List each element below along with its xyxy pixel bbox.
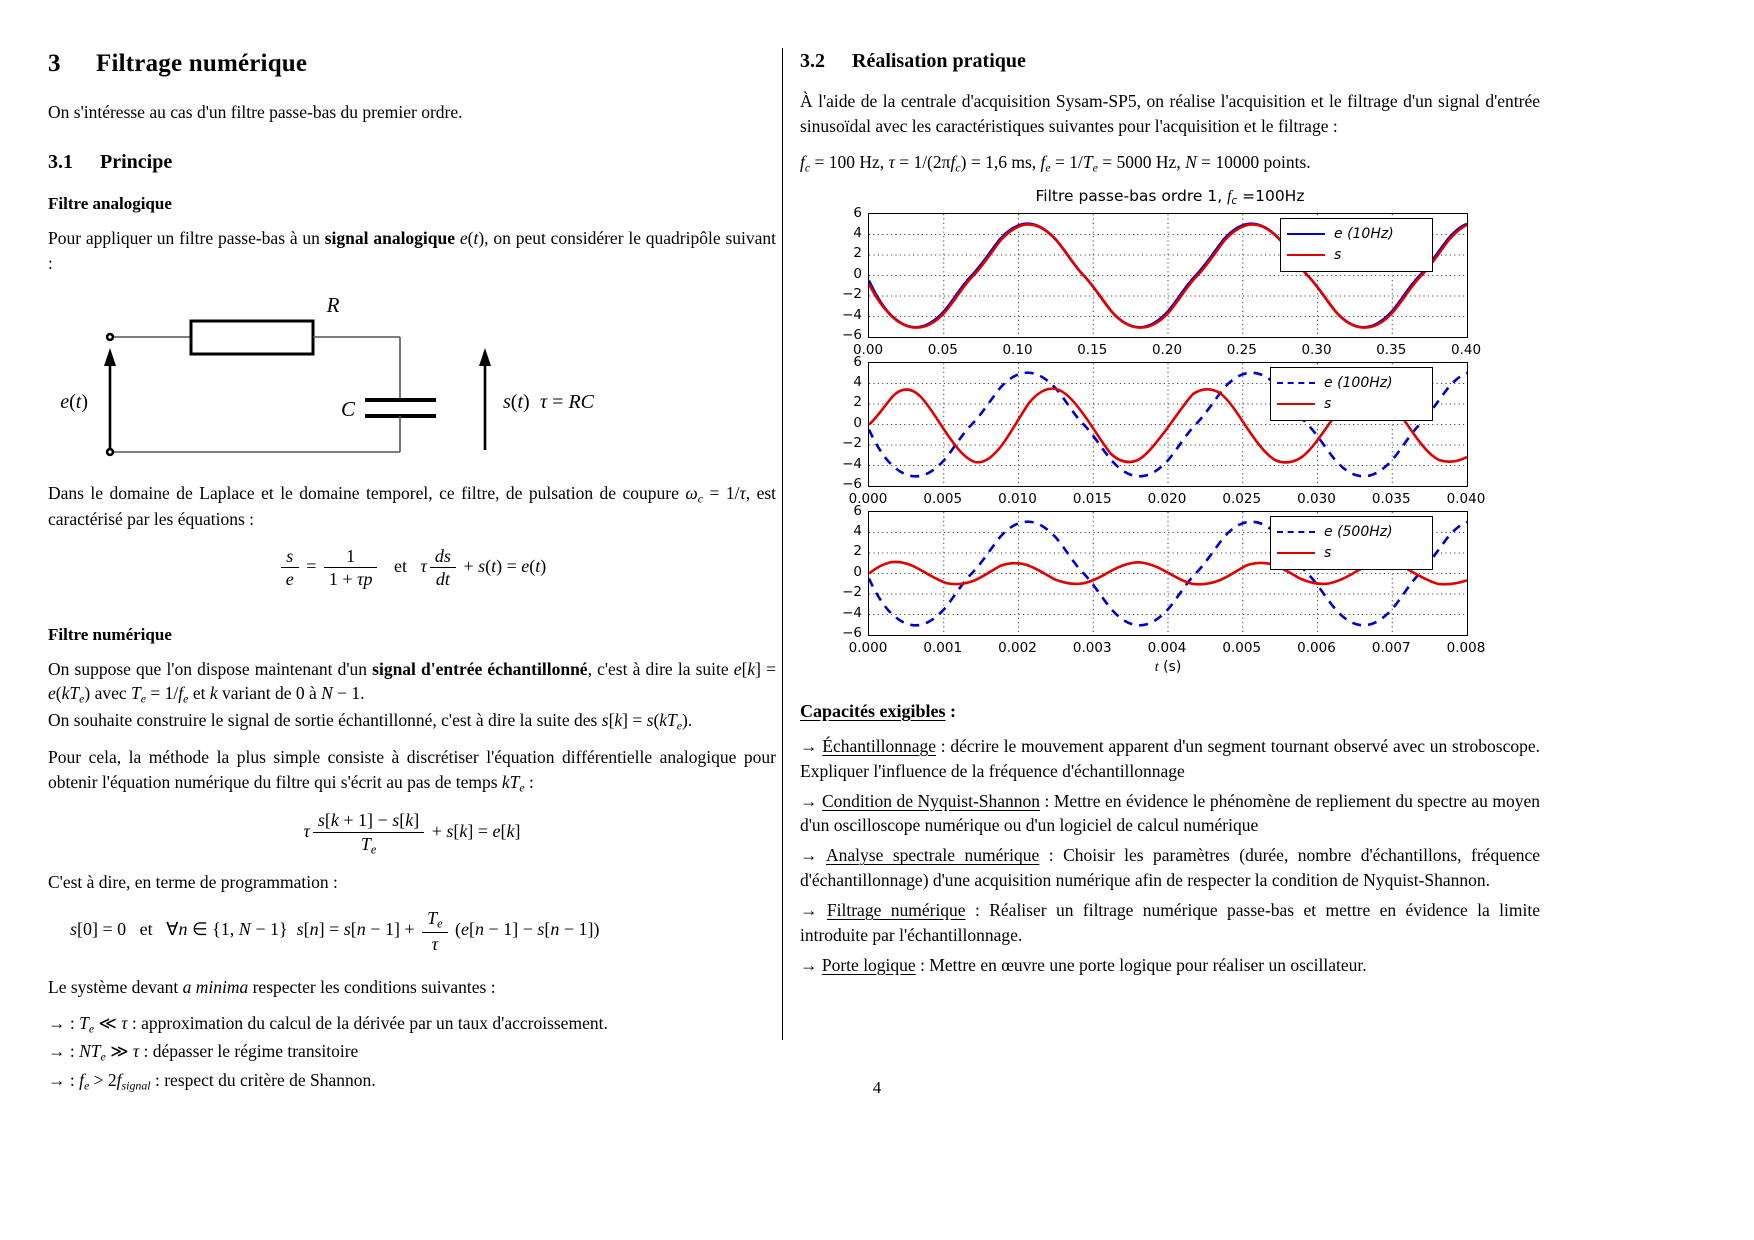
capacitor-label: C — [340, 396, 356, 421]
equation-discrete: τ $\frac{s[k + 1] - s[k]}{T_e}$ + s[k] = e[k] — [303, 810, 521, 856]
capacite-term-4: Filtrage numérique — [826, 899, 966, 920]
condition-item-1: → : $T_e$ ≪ τ : approximation du calcul de la dérivée par un taux d'accroissement. — [48, 1013, 608, 1036]
ytick-p2-6: 6 — [853, 353, 862, 370]
equation-laplace: $\frac{s}{e}$ = $\frac{1}{1 + \tau p}$ et τ $\frac{ds}{dt}$ + s(t) = e(t) — [48, 545, 776, 591]
ytick-p3-m2: −2 — [842, 584, 862, 601]
xtick-p2-4: 0.020 — [1147, 490, 1187, 507]
para-analogique-part1: Pour appliquer un filtre passe-bas à un — [48, 227, 325, 248]
capacite-arrow-5: → — [800, 954, 818, 975]
ytick-p1-0: 0 — [853, 265, 862, 282]
ytick-p1-4: 4 — [853, 224, 862, 241]
para-numerique-bold: signal d'entrée échantillonné — [372, 658, 588, 679]
ytick-p1-m2: −2 — [842, 286, 862, 303]
legend-label-e-500hz: e (500Hz) — [1324, 524, 1393, 541]
tau-definition-label: τ = RC — [539, 390, 594, 413]
capacite-arrow-3: → — [800, 845, 818, 866]
xtick-p1-7: 0.35 — [1376, 341, 1407, 358]
resistor-label: R — [326, 292, 340, 317]
xtick-p3-6: 0.006 — [1297, 639, 1336, 656]
chart-panel-1 — [800, 204, 1540, 358]
heading-filtre-analogique: Filtre analogique — [48, 193, 172, 213]
para-analogique-part2: , on peut considérer le quadripôle suivant : — [48, 227, 777, 273]
paragraph-parametres: $f_c = 100$ Hz, $\tau = 1/(2\pi f_c) = 1,6$ ms, $f_e = 1/T_e = 5000$ Hz, N = 10000 points. — [800, 151, 1311, 175]
ytick-p1-6: 6 — [853, 204, 862, 221]
xtick-p1-1: 0.05 — [927, 341, 958, 358]
paragraph-analogique: Pour appliquer un filtre passe-bas à un signal analogique e(t), on peut considérer le quadripôle suivant : — [48, 227, 777, 273]
capacite-text-2: : Mettre en évidence le phénomène de repliement du spectre au moyen d'un oscilloscope numérique ou d'un logiciel de calcul numérique — [800, 790, 1540, 836]
para-analogique-bold: signal analogique — [324, 227, 456, 248]
condition-item-3: → : $f_e > 2f_{signal}$ : respect du critère de Shannon. — [48, 1069, 376, 1092]
xaxis-label: t (s) — [1154, 658, 1182, 675]
capacite-term-5: Porte logique — [821, 954, 916, 975]
legend-row-e1 — [1287, 224, 1423, 245]
heading-filtre-numerique: Filtre numérique — [48, 624, 172, 644]
legend-label-s-2: s — [1324, 396, 1332, 413]
xtick-p2-1: 0.005 — [923, 490, 963, 507]
legend-row-s3 — [1277, 543, 1423, 564]
capacite-term-1: Échantillonnage — [822, 735, 936, 756]
ytick-p1-m6: −6 — [842, 326, 862, 343]
capacites-heading-text: Capacités exigibles — [800, 700, 946, 721]
capacite-term-3: Analyse spectrale numérique — [826, 845, 1040, 866]
input-voltage-label: e(t) — [60, 390, 88, 413]
legend-label-e-100hz: e (100Hz) — [1324, 375, 1393, 392]
ytick-p3-2: 2 — [853, 543, 862, 560]
legend-line-s-1 — [1287, 254, 1325, 256]
xtick-p1-2: 0.10 — [1002, 341, 1033, 358]
ytick-p2-4: 4 — [853, 373, 862, 390]
legend-row-e3 — [1277, 522, 1423, 543]
paragraph-laplace: Dans le domaine de Laplace et le domaine temporel, ce filtre, de pulsation de coupure $\omega_c = 1/\tau$, est caractérisé par les équations : — [48, 482, 777, 529]
subsection-heading-principe — [48, 151, 776, 174]
ytick-p3-m4: −4 — [842, 604, 862, 621]
rc-circuit-svg — [48, 290, 608, 465]
condition-item-2: → : $NT_e$ ≫ τ : dépasser le régime transitoire — [48, 1041, 359, 1064]
xtick-p2-7: 0.035 — [1371, 490, 1411, 507]
legend-label-e-10hz: e (10Hz) — [1334, 226, 1394, 243]
section-title: Filtrage numérique — [96, 50, 308, 77]
figure-title: Filtre passe-bas ordre 1, $f_c =100Hz$ — [1035, 186, 1305, 207]
capacite-term-2: Condition de Nyquist-Shannon — [822, 790, 1041, 811]
xtick-p3-7: 0.007 — [1371, 639, 1411, 656]
capacites-heading-colon: : — [945, 700, 956, 721]
ytick-p3-4: 4 — [853, 522, 862, 539]
xtick-p3-3: 0.003 — [1072, 639, 1112, 656]
capacite-item-3 — [800, 843, 1540, 893]
left-column — [48, 40, 776, 1096]
xtick-p3-1: 0.001 — [923, 639, 963, 656]
capacite-arrow-1: → — [800, 735, 818, 756]
xtick-p2-3: 0.015 — [1072, 490, 1112, 507]
capacite-item-4 — [800, 898, 1540, 948]
legend-panel-2 — [1270, 367, 1433, 421]
column-divider — [782, 48, 783, 1040]
ytick-p1-2: 2 — [853, 245, 862, 262]
xtick-p3-2: 0.002 — [998, 639, 1037, 656]
ytick-p3-m6: −6 — [842, 624, 862, 641]
legend-line-e-500hz — [1277, 531, 1315, 533]
subsection2-number: 3.2 — [800, 50, 825, 72]
para-numerique-part1: On suppose que l'on dispose maintenant d'un — [48, 658, 373, 679]
xtick-p1-3: 0.15 — [1077, 341, 1108, 358]
legend-line-e-100hz — [1277, 382, 1315, 384]
ytick-p2-0: 0 — [853, 414, 862, 431]
capacite-text-3: : Choisir les paramètres (durée, nombre d'échantillons, fréquence d'échantillonnage) d'une acquisition numérique afin de respecter la condition de Nyquist-Shannon. — [800, 845, 1540, 891]
capacite-arrow-2: → — [800, 790, 818, 811]
ytick-p3-0: 0 — [853, 563, 862, 580]
ytick-p2-m2: −2 — [842, 435, 862, 452]
xtick-p3-8: 0.008 — [1446, 639, 1486, 656]
legend-row-s2 — [1277, 394, 1423, 415]
xtick-p3-4: 0.004 — [1147, 639, 1187, 656]
ytick-p2-m4: −4 — [842, 455, 862, 472]
legend-label-s-3: s — [1324, 545, 1332, 562]
legend-row-e2 — [1277, 373, 1423, 394]
intro-paragraph: On s'intéresse au cas d'un filtre passe-bas du premier ordre. — [48, 102, 463, 122]
subsection-heading-realisation — [800, 50, 1540, 73]
equation-programme: s[0] = 0 et ∀n ∈ {1, N − 1} s[n] = s[n − 1] + $\frac{T_e}{\tau}$ (e[n − 1] − s[n − 1]) — [70, 908, 600, 954]
legend-label-s-1: s — [1334, 247, 1342, 264]
ytick-p1-m4: −4 — [842, 306, 862, 323]
capacite-item-1 — [800, 734, 1540, 784]
capacite-item-5 — [800, 953, 1540, 978]
a-minima-italic: a minima — [182, 977, 249, 998]
xtick-p3-5: 0.005 — [1222, 639, 1262, 656]
paragraph-numerique: On suppose que l'on dispose maintenant d'un signal d'entrée échantillonné, c'est à dire la suite $e[k] = e(kT_e)$ avec $T_e = 1/f_e$ et k variant de 0 à N − 1. On souhaite construire le signal de sortie échantillonné, c'est à dire la suite des $s[k] = s(kT_e)$. — [48, 658, 777, 733]
capacite-text-5: : Mettre en œuvre une porte logique pour réaliser un oscillateur. — [915, 954, 1367, 975]
capacite-text-4: : Réaliser un filtrage numérique passe-bas et mettre en évidence la limite introduite par l'échantillonnage. — [800, 899, 1540, 945]
subsection-title: Principe — [100, 150, 173, 173]
subsection2-title: Réalisation pratique — [852, 50, 1026, 72]
chart-panel-3 — [800, 502, 1540, 675]
ytick-p2-m6: −6 — [842, 475, 862, 492]
page-number: 4 — [872, 1078, 882, 1097]
xtick-p2-8: 0.040 — [1446, 490, 1486, 507]
xtick-p1-5: 0.25 — [1226, 341, 1257, 358]
legend-panel-3 — [1270, 516, 1433, 570]
chart-panel-2 — [800, 353, 1540, 507]
xtick-p1-6: 0.30 — [1301, 341, 1332, 358]
section-number: 3 — [48, 50, 61, 77]
section-heading — [48, 50, 776, 78]
xtick-p2-2: 0.010 — [998, 490, 1037, 507]
legend-line-e-10hz — [1287, 233, 1325, 235]
legend-line-s-3 — [1277, 552, 1315, 554]
xtick-p2-6: 0.030 — [1297, 490, 1336, 507]
right-column — [800, 40, 1540, 988]
paragraph-methode: Pour cela, la méthode la plus simple consiste à discrétiser l'équation différentielle analogique pour obtenir l'équation numérique du filtre qui s'écrit au pas de temps $kT_e$ : — [48, 746, 776, 795]
xtick-p1-8: 0.40 — [1450, 341, 1482, 358]
legend-row-s1 — [1287, 245, 1423, 266]
subsection-number: 3.1 — [48, 150, 73, 173]
xtick-p1-4: 0.20 — [1151, 341, 1183, 358]
xtick-p1-0: 0.00 — [852, 341, 884, 358]
capacites-heading — [800, 701, 1540, 722]
circuit-diagram — [48, 290, 776, 470]
xtick-p3-0: 0.000 — [848, 639, 888, 656]
figure-filtre-passe-bas — [800, 187, 1540, 675]
capacite-arrow-4: → — [800, 899, 818, 920]
legend-line-s-2 — [1277, 403, 1315, 405]
paragraph-programmation: C'est à dire, en terme de programmation : — [48, 872, 338, 893]
paragraph-realisation-intro: À l'aide de la centrale d'acquisition Sysam-SP5, on réalise l'acquisition et le filtrage d'un signal d'entrée sinusoïdal avec les caractéristiques suivantes pour l'acquisition et le filtrage : — [800, 91, 1540, 136]
capacite-item-2 — [800, 789, 1540, 839]
ytick-p3-6: 6 — [853, 502, 862, 519]
capacite-text-1: : décrire le mouvement apparent d'un segment tournant observé avec un stroboscope. Expliquer l'influence de la fréquence d'échantillonnage — [800, 735, 1540, 781]
output-voltage-label: s(t) — [503, 390, 530, 413]
ytick-p2-2: 2 — [853, 394, 862, 411]
legend-panel-1 — [1280, 218, 1433, 272]
xtick-p2-0: 0.000 — [848, 490, 888, 507]
paragraph-conditions: Le système devant a minima respecter les conditions suivantes : — [48, 977, 496, 998]
xtick-p2-5: 0.025 — [1222, 490, 1262, 507]
